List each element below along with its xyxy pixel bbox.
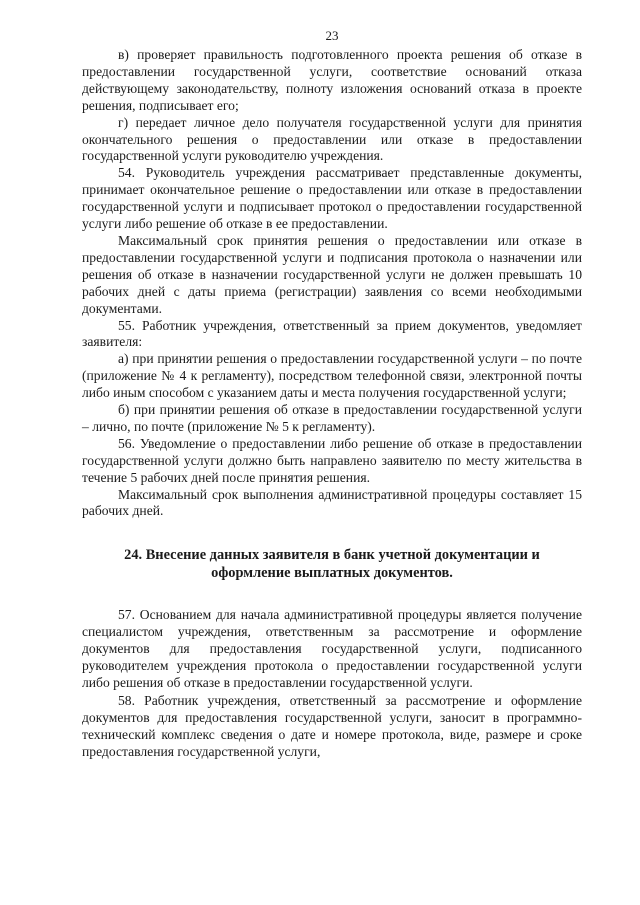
page-number: 23 [325,28,339,43]
section-heading: 24. Внесение данных заявителя в банк учетной документации и оформление выплатных документов. [124,547,540,582]
paragraph-56: 56. Уведомление о предоставлении либо решение об отказе в предоставлении государственной услуги должно быть направлено заявителю по месту жительства в течение 5 рабочих дней после принятия решения. [82,435,582,485]
paragraph-item-g: г) передает личное дело получателя государственной услуги для принятия окончательного решения о предоставлении или отказе в предоставлении государственной услуги руководителю учреждения. [82,114,582,164]
paragraph-max-term-procedure: Максимальный срок выполнения административной процедуры составляет 15 рабочих дней. [82,486,582,519]
paragraph-58: 58. Работник учреждения, ответственный за рассмотрение и оформление документов для предоставления государственной услуги, заносит в программно-технический комплекс сведения о дате и номере протокола, виде, размере и сроке предоставления государственной услуги, [82,692,582,759]
paragraph-max-term-decision: Максимальный срок принятия решения о предоставлении или отказе в предоставлении государственной услуги и подписания протокола о назначении или решения об отказе в назначении государственной услуги не должен превышать 10 рабочих дней с даты приема (регистрации) заявления со всеми необходимыми документами. [82,232,582,316]
paragraph-57: 57. Основанием для начала административной процедуры является получение специалистом учреждения, ответственным за рассмотрение и оформление документов для предоставления государственной услуги, подписанного руководителем учреждения протокола о предоставлении государственной услуги либо решения об отказе в предоставлении государственной услуги. [82,607,582,690]
paragraph-55: 55. Работник учреждения, ответственный за прием документов, уведомляет заявителя: [82,317,582,350]
paragraph-item-v: в) проверяет правильность подготовленного проекта решения об отказе в предоставлении государственной услуги, соответствие оснований отказа действующему законодательству, полноту изложения оснований отказа в проекте решения, подписывает его; [82,47,582,113]
paragraph-54: 54. Руководитель учреждения рассматривает представленные документы, принимает окончательное решение о предоставлении или отказе в предоставлении государственной услуги и подписывает протокол о предоставлении государственной услуги либо решение об отказе в ее предоставлении. [82,165,582,232]
paragraph-55-b: б) при принятии решения об отказе в предоставлении государственной услуги – лично, по почте (приложение № 5 к регламенту). [82,402,582,434]
paragraph-55-a: а) при принятии решения о предоставлении государственной услуги – по почте (приложение № 4 к регламенту), посредством телефонной связи, электронной почты либо иным способом с указанием даты и места получения государственной услуги; [82,351,582,401]
